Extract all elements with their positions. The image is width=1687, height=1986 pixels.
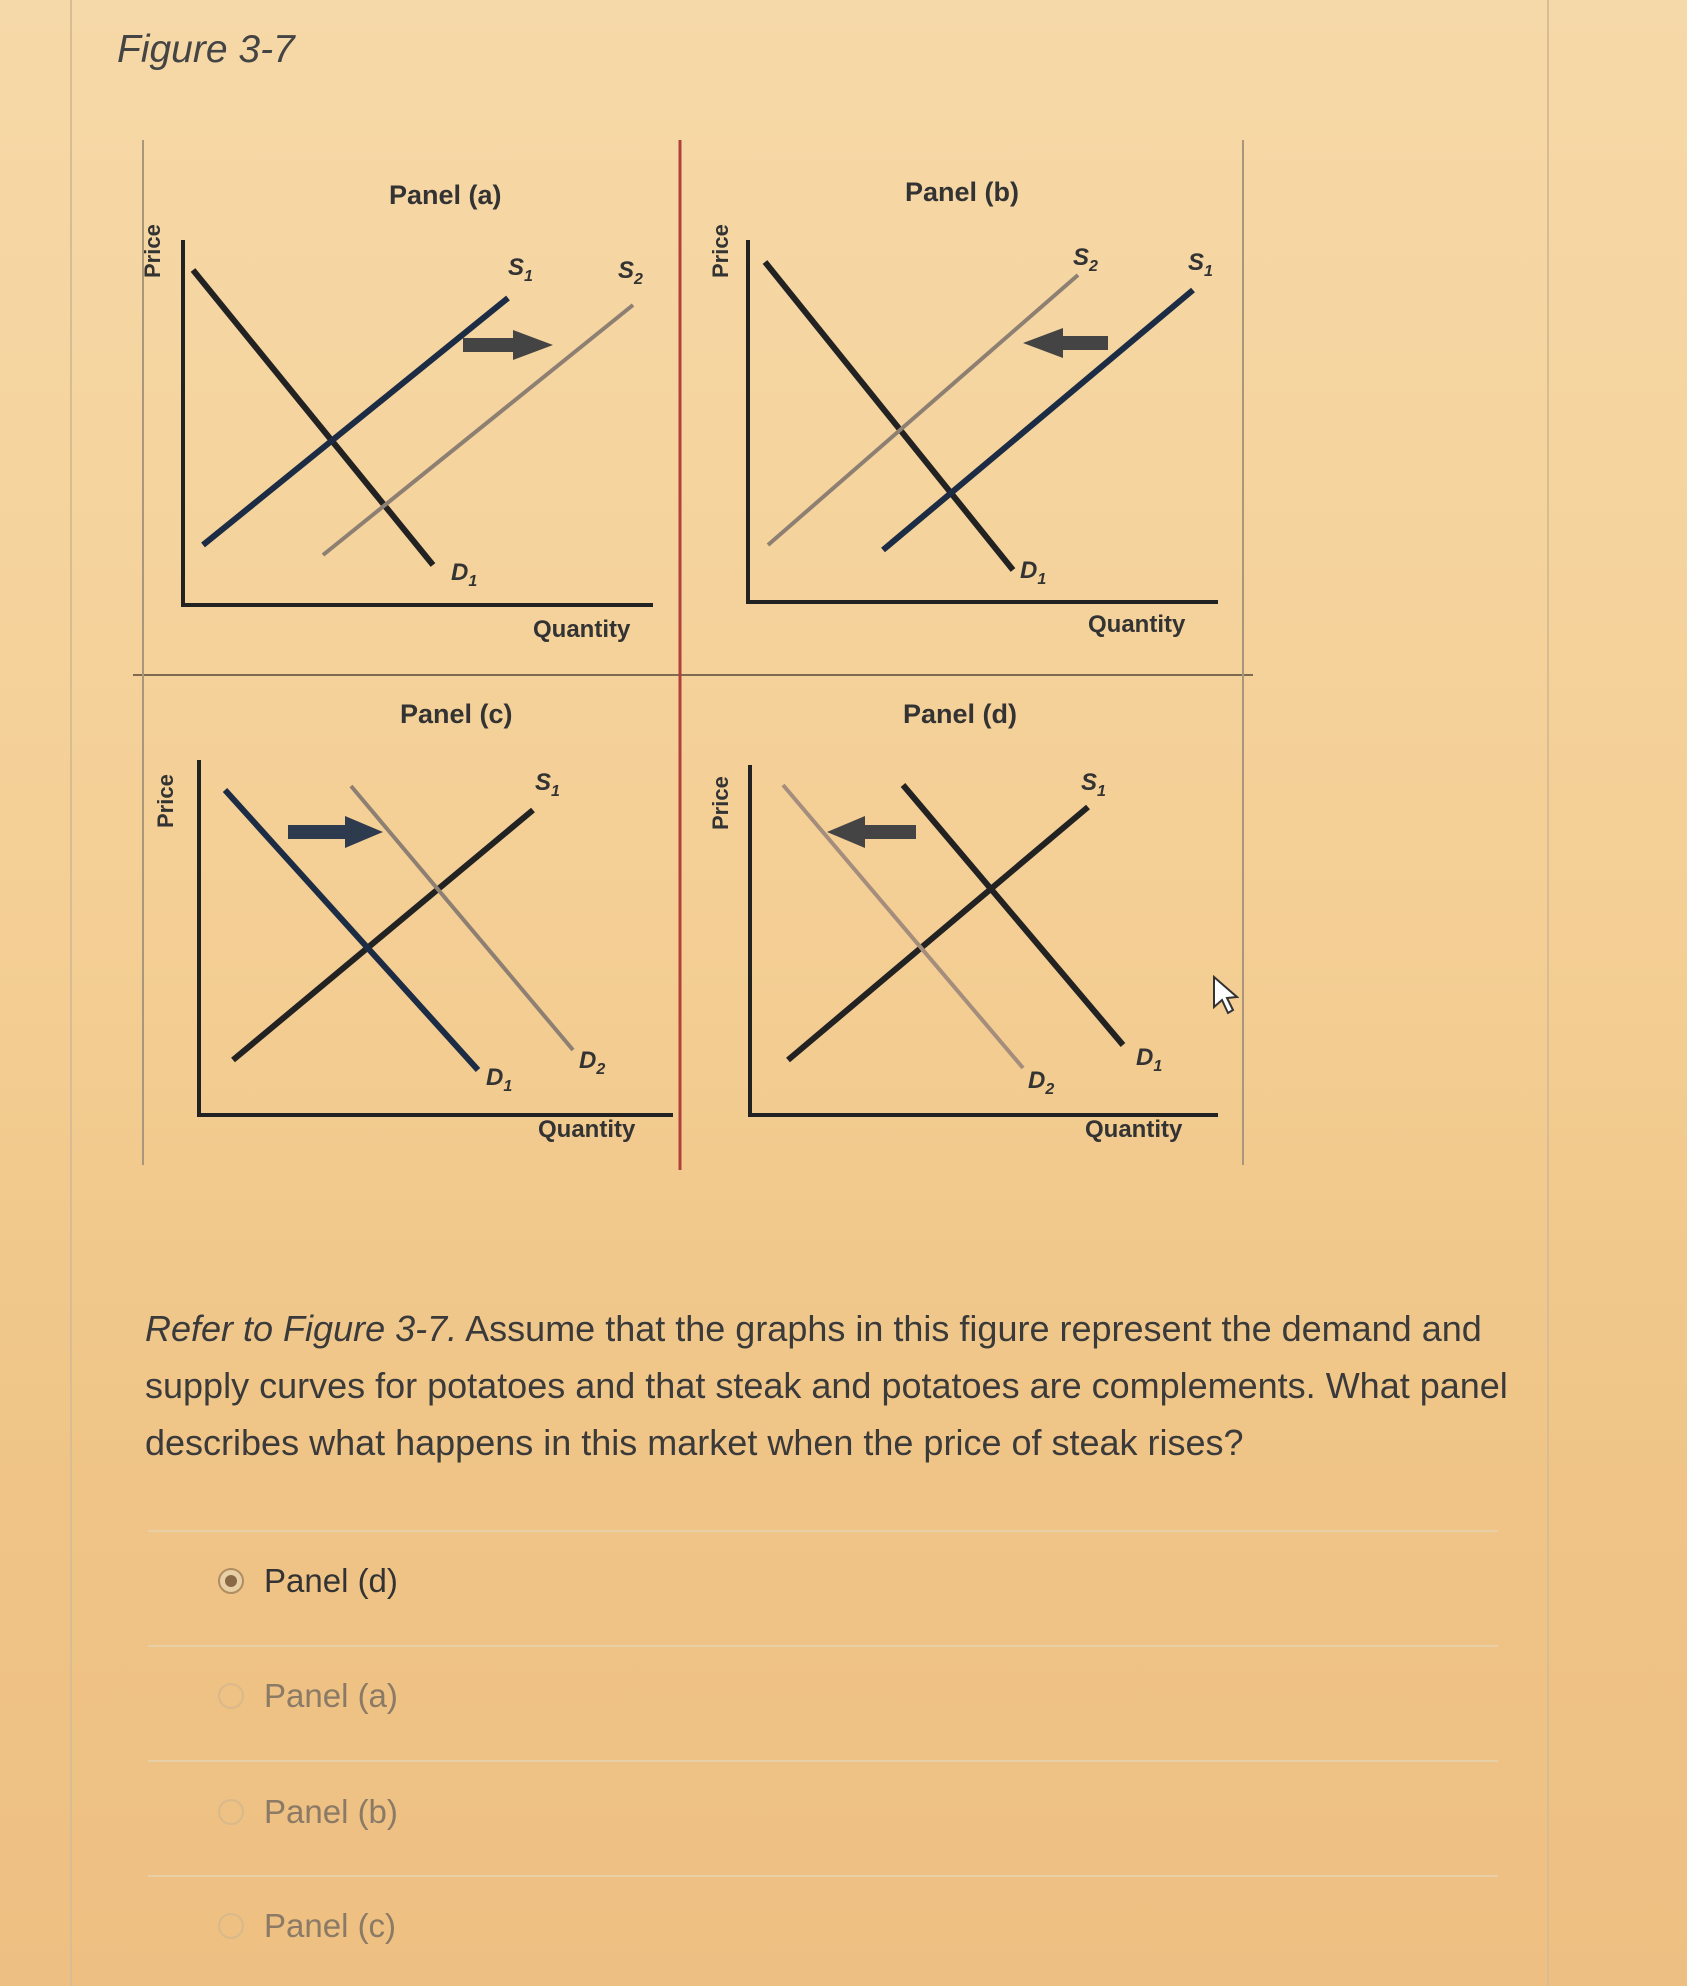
panel-a-d1-label: $D_1$ [451,559,478,590]
answer-divider [148,1530,1498,1532]
panel-c-s1-label: $S_1$ [535,769,560,800]
answer-divider [148,1760,1498,1762]
panel-b-s1-curve [883,290,1193,550]
panel-b-d1-curve [765,262,1013,570]
question-body: Assume that the graphs in this figure represent the demand and supply curves for potatoes and that steak and potatoes are complements. What panel describes what happens in this market when the price of steak rises? [145,1308,1508,1463]
panel-c-d2-curve [351,786,573,1050]
figure-3-7 [133,140,1253,1170]
panel-c [153,699,673,1143]
figure-title: Figure 3-7 [117,28,295,71]
panel-b [708,177,1218,638]
panel-b-y-label: Price [708,224,733,278]
panel-d [708,699,1218,1143]
answer-option-label: Panel (c) [264,1907,397,1944]
panel-d-shift-arrow [827,816,916,848]
panel-d-x-label: Quantity [1085,1116,1183,1143]
panel-b-d1-label: $D_1$ [1020,557,1047,588]
panel-a-y-label: Price [140,224,165,278]
panel-d-title: Panel (d) [903,699,1018,729]
panel-b-axes [748,240,1218,602]
radio-unselected-icon[interactable] [218,1913,244,1939]
answer-option-label: Panel (a) [264,1677,398,1714]
panel-c-shift-arrow [288,816,383,848]
panel-b-shift-arrow [1023,328,1108,358]
panel-a-s1-label: $S_1$ [508,254,533,285]
question-figure-ref: Refer to Figure 3-7. [145,1308,458,1349]
panel-d-d1-curve [903,785,1123,1045]
panel-c-d1-label: $D_1$ [486,1064,513,1095]
radio-selected-icon[interactable] [218,1568,244,1594]
answer-divider [148,1645,1498,1647]
answer-option-4[interactable] [218,1907,396,1945]
panel-b-s2-label: $S_2$ [1073,244,1098,275]
panel-b-x-label: Quantity [1088,611,1186,638]
panel-a-s2-label: $S_2$ [618,257,643,288]
figure-svg [133,140,1253,1170]
answer-option-label: Panel (d) [264,1562,398,1599]
panel-d-y-label: Price [708,776,733,830]
panel-b-s2-curve [768,275,1078,545]
question-text [145,1300,1525,1471]
mouse-cursor-icon [1212,975,1240,1017]
answer-option-label: Panel (b) [264,1793,398,1830]
panel-c-y-label: Price [153,774,178,828]
answer-divider [148,1875,1498,1877]
panel-a [140,180,653,643]
panel-a-x-label: Quantity [533,616,631,643]
panel-a-shift-arrow [463,330,553,360]
panel-d-d2-label: $D_2$ [1028,1067,1055,1098]
answer-option-1[interactable] [218,1562,398,1600]
panel-b-title: Panel (b) [905,177,1020,207]
panel-b-s1-label: $S_1$ [1188,249,1213,280]
panel-c-x-label: Quantity [538,1116,636,1143]
panel-c-d2-label: $D_2$ [579,1047,606,1078]
panel-a-title: Panel (a) [389,180,502,210]
panel-d-d1-label: $D_1$ [1136,1044,1163,1075]
answer-option-3[interactable] [218,1793,398,1831]
panel-d-s1-label: $S_1$ [1081,769,1106,800]
radio-unselected-icon[interactable] [218,1799,244,1825]
radio-unselected-icon[interactable] [218,1683,244,1709]
panel-c-title: Panel (c) [400,699,513,729]
answer-option-2[interactable] [218,1677,398,1715]
